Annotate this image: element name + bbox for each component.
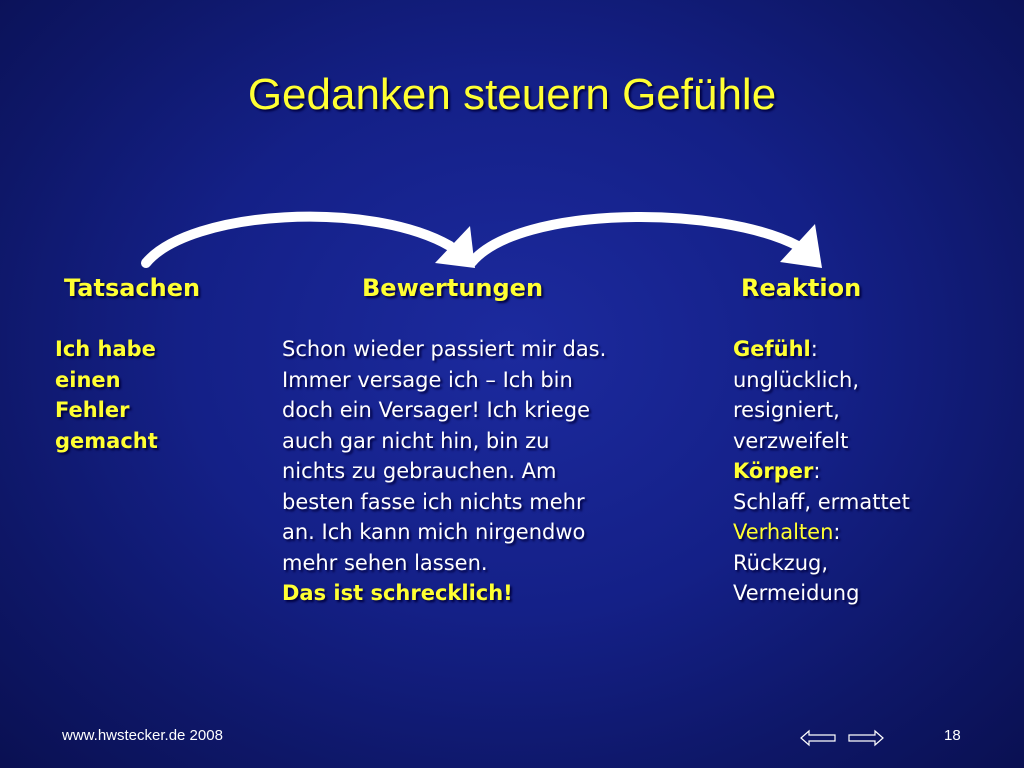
verhalten-label: Verhalten <box>733 520 834 544</box>
next-slide-button[interactable] <box>848 729 884 747</box>
tatsachen-line: Ich habe <box>55 337 156 361</box>
left-arrow-icon <box>800 729 836 747</box>
bewertungen-line: Immer versage ich – Ich bin <box>282 367 573 392</box>
verhalten-separator: : <box>833 520 841 544</box>
verhalten-value: Vermeidung <box>733 581 860 605</box>
gefuehl-value: resigniert, <box>733 398 840 422</box>
tatsachen-text <box>55 334 158 456</box>
gefuehl-label: Gefühl <box>733 337 811 361</box>
gefuehl-row <box>733 334 910 365</box>
koerper-label: Körper <box>733 459 814 483</box>
bewertungen-line: mehr sehen lassen. <box>282 550 488 575</box>
heading-tatsachen: Tatsachen <box>64 274 201 302</box>
bewertungen-line: doch ein Versager! Ich kriege <box>282 398 591 422</box>
previous-slide-button[interactable] <box>800 729 836 747</box>
arrow-tatsachen-to-bewertungen <box>146 217 475 268</box>
gefuehl-value: verzweifelt <box>733 428 849 453</box>
heading-bewertungen: Bewertungen <box>362 274 544 302</box>
bewertungen-line: auch gar nicht hin, bin zu <box>282 428 550 453</box>
verhalten-value: Rückzug, <box>733 550 829 575</box>
footer-website: www.hwstecker.de 2008 <box>62 727 223 744</box>
bewertungen-emphasis: Das ist schrecklich! <box>282 581 513 605</box>
gefuehl-value: unglücklich, <box>733 367 859 392</box>
right-arrow-icon <box>848 729 884 747</box>
verhalten-row <box>733 517 910 548</box>
koerper-value: Schlaff, ermattet <box>733 489 910 514</box>
reaktion-text <box>733 334 910 609</box>
bewertungen-line: besten fasse ich nichts mehr <box>282 489 585 514</box>
tatsachen-line: Fehler <box>55 398 130 422</box>
koerper-row <box>733 456 910 487</box>
tatsachen-line: gemacht <box>55 428 158 453</box>
koerper-separator: : <box>813 459 821 483</box>
bewertungen-line: nichts zu gebrauchen. Am <box>282 459 557 483</box>
bewertungen-text <box>282 334 606 609</box>
bewertungen-line: an. Ich kann mich nirgendwo <box>282 520 586 544</box>
page-number: 18 <box>944 727 961 744</box>
gefuehl-separator: : <box>810 337 818 361</box>
slide-title: Gedanken steuern Gefühle <box>247 70 777 119</box>
bewertungen-line: Schon wieder passiert mir das. <box>282 337 607 361</box>
tatsachen-line: einen <box>55 367 121 392</box>
heading-reaktion: Reaktion <box>741 274 862 302</box>
arrow-bewertungen-to-reaktion <box>472 217 822 268</box>
